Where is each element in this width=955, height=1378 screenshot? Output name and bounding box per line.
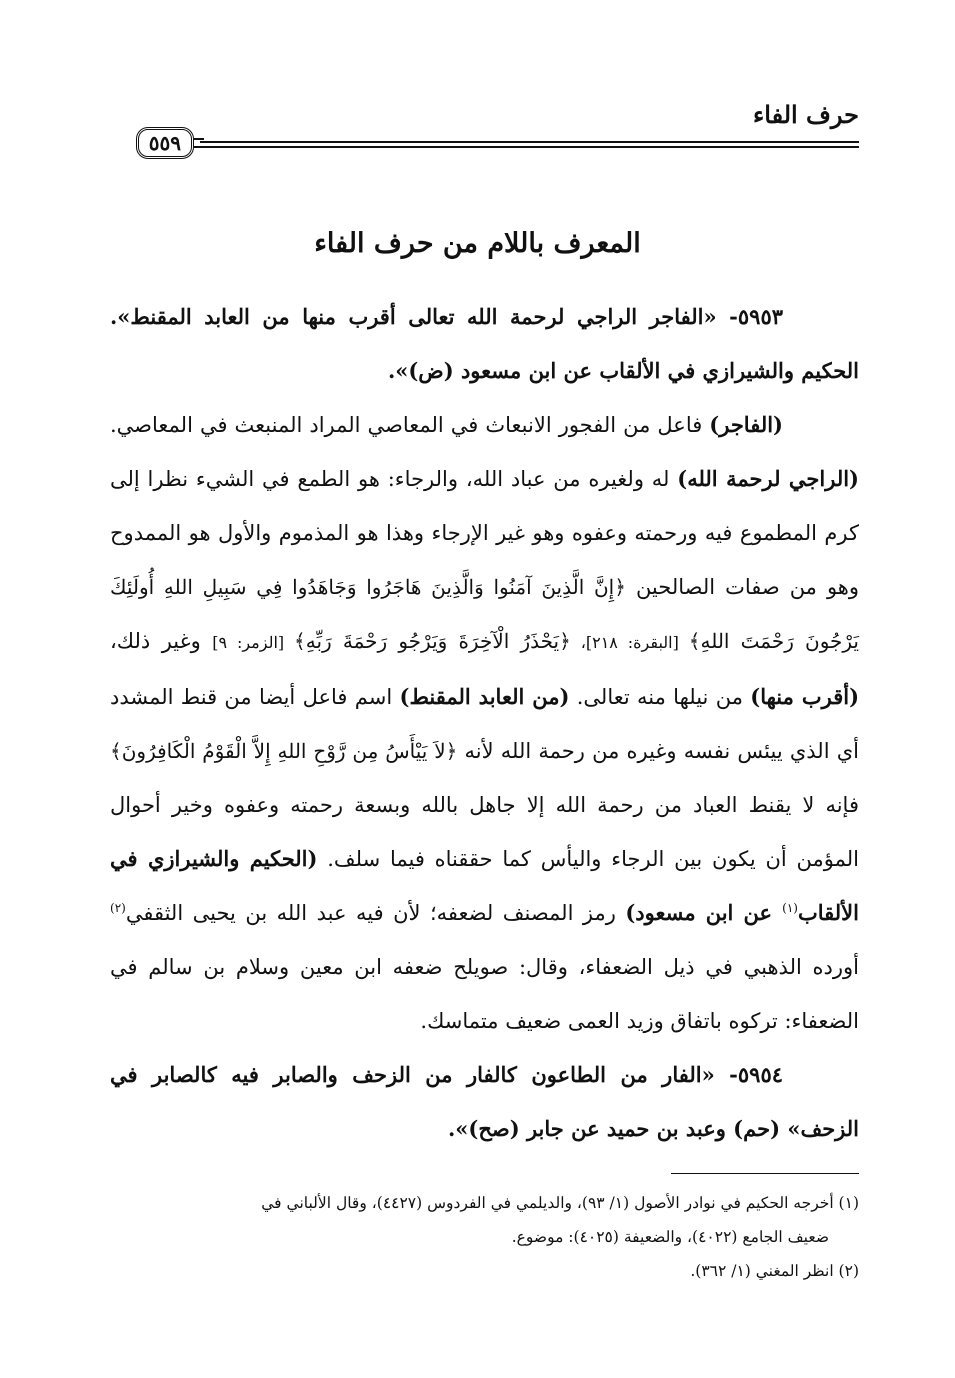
footnote-separator bbox=[671, 1173, 859, 1174]
quran-verse: ﴿إِنَّ الَّذِينَ آمَنُوا وَالَّذِينَ هَاجَرُوا وَجَاهَدُوا فِي سَبِيلِ اللهِ أُولَئِكَ يَرْجُونَ رَحْمَتَ اللهِ﴾ bbox=[110, 575, 860, 653]
verse-reference: [الزمر: ٩] bbox=[212, 633, 295, 652]
commentary-term: (أقرب منها) bbox=[750, 684, 860, 709]
header-double-rule bbox=[200, 141, 859, 148]
commentary-text: اسم فاعل أيضا من قنط المشدد أي الذي ييئس نفسه وغيره من رحمة الله لأنه bbox=[110, 685, 859, 763]
commentary-text: فإنه لا يقنط العباد من رحمة الله إلا جاهل بالله وبسعة رحمته وعفوه وخير أحوال المؤمن أن يكون بين الرجاء واليأس كما حققناه فيما سلف. bbox=[110, 793, 859, 871]
footnote-1-continued: ضعيف الجامع (٤٠٢٢)، والضعيفة (٤٠٢٥): موضوع. bbox=[511, 1228, 829, 1246]
commentary-text: من نيلها منه تعالى. bbox=[569, 685, 751, 709]
main-text bbox=[110, 290, 859, 1156]
commentary-text: فاعل من الفجور الانبعاث في المعاصي المراد المنبعث في المعاصي. bbox=[110, 413, 710, 437]
commentary-term: (الحكيم والشيرازي في الألقاب bbox=[110, 846, 859, 925]
footnotes bbox=[110, 1186, 859, 1288]
commentary-text: رمز المصنف لضعفه؛ لأن فيه عبد الله بن يحيى الثقفي bbox=[125, 901, 626, 925]
quran-verse: ﴿يَحْذَرُ الْآخِرَةَ وَيَرْجُو رَحْمَةَ رَبِّهِ﴾ bbox=[294, 629, 571, 653]
commentary-text: له ولغيره من عباد الله، والرجاء: هو الطمع في الشيء نظرا إلى كرم المطموع فيه ورحمته وعفوه وهو غير الإرجاء وهذا هو المذموم والأول هو الممدوح وهو من صفات الصالحين bbox=[110, 467, 860, 599]
commentary-text: أورده الذهبي في ذيل الضعفاء، وقال: صويلح ضعفه ابن معين وسلام بن سالم في الضعفاء: تركوه باتفاق وزيد العمى ضعيف متماسك. bbox=[110, 955, 859, 1033]
commentary-term: (الفاجر) bbox=[709, 412, 783, 437]
verse-reference: [البقرة: ٢١٨]، bbox=[570, 633, 689, 652]
page-number-frame bbox=[118, 124, 204, 162]
running-title: حرف الفاء bbox=[752, 100, 859, 129]
entry-5953 bbox=[110, 290, 859, 398]
page-number: ٥٥٩ bbox=[136, 127, 194, 159]
page-number-dash bbox=[194, 138, 204, 148]
commentary-text: وغير ذلك، bbox=[110, 629, 213, 653]
quran-verse: ﴿لاَ يَيْأَسُ مِن رَّوْحِ اللهِ إِلاَّ الْقَوْمُ الْكَافِرُونَ﴾ bbox=[110, 739, 458, 763]
footnote-2: (٢) انظر المغني (١/ ٣٦٢). bbox=[690, 1262, 859, 1280]
entry-number: ٥٩٥٣- bbox=[716, 304, 784, 329]
commentary-5953 bbox=[110, 398, 859, 1048]
commentary-term: (من العابد المقنط) bbox=[399, 684, 570, 709]
footnote-1: (١) أخرجه الحكيم في نوادر الأصول (١/ ٩٣)، والديلمي في الفردوس (٤٤٢٧)، وقال الألباني في bbox=[261, 1194, 859, 1212]
footnote-marker: (١) bbox=[782, 901, 798, 915]
hadith-text: «الفاجر الراجي لرحمة الله تعالى أقرب منها من العابد المقنط». الحكيم والشيرازي في الألقاب عن ابن مسعود (ض)». bbox=[110, 304, 859, 383]
section-heading: المعرف باللام من حرف الفاء bbox=[314, 228, 641, 259]
entry-number: ٥٩٥٤- bbox=[714, 1062, 784, 1087]
footnote-marker: (٢) bbox=[110, 901, 126, 915]
entry-5954 bbox=[110, 1048, 859, 1156]
hadith-text: «الفار من الطاعون كالفار من الزحف والصابر فيه كالصابر في الزحف» (حم) وعبد بن حميد عن جابر (صح)». bbox=[110, 1062, 859, 1141]
commentary-term: عن ابن مسعود) bbox=[625, 900, 783, 925]
commentary-term: (الراجي لرحمة الله) bbox=[677, 466, 859, 491]
